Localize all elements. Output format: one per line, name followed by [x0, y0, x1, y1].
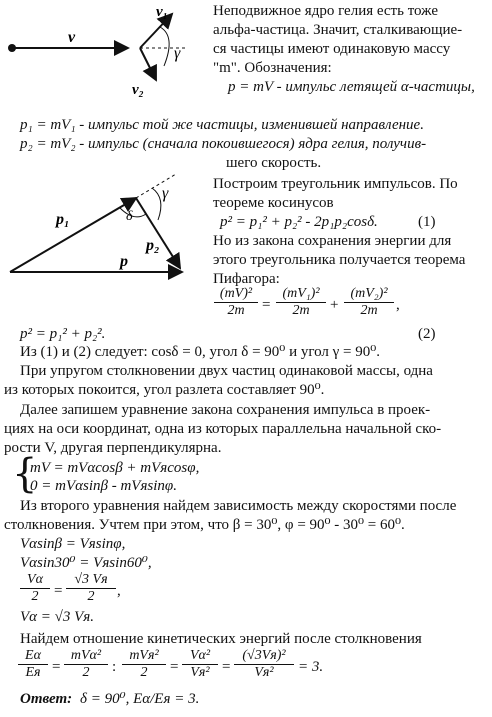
- answer-label: Ответ:: [20, 691, 73, 707]
- label-delta: δ: [126, 209, 133, 224]
- intro-line-4: "m". Обозначения:: [213, 60, 332, 76]
- ratio-colon: :: [112, 659, 117, 675]
- ratio-frac-3: mVя² 2: [122, 648, 166, 681]
- momentum-triangle: [0, 168, 210, 288]
- step-frac-comma: ,: [117, 583, 121, 599]
- intro-line-2: альфа-частица. Значит, сталкивающие-: [213, 22, 463, 38]
- triangle-line-2: теореме косинусов: [213, 195, 334, 211]
- ratio-frac-1: Eα Eя: [18, 648, 48, 681]
- energy-frac-2: $\frac{\text{(mV₁)²}}{2m}$: [276, 286, 326, 319]
- label-v: v: [68, 29, 76, 46]
- eq-number-2: (2): [418, 326, 436, 342]
- intro-line-8: шего скорость.: [226, 155, 322, 171]
- system-brace: {: [12, 451, 38, 497]
- ratio-result: = 3.: [298, 659, 324, 675]
- body-line-2: При упругом столкновении двух частиц одинаковой массы, одна: [20, 363, 433, 379]
- p1-vector: [10, 198, 136, 272]
- step-frac-1: $\frac{V\alpha}{2}$: [20, 572, 50, 605]
- ratio-frac-5: (√3Vя)² Vя²: [234, 648, 294, 681]
- label-v2: v₂: [132, 82, 144, 98]
- collision-diagram: [0, 0, 200, 110]
- intro-line-3: ся частицы имеют одинаковую массу: [213, 41, 451, 57]
- pythagoras-line: p² = p₁² + p₂².: [20, 326, 106, 342]
- ratio-eq-2: =: [170, 659, 179, 675]
- body-line-8: столкновения. Учтем при этом, что β = 30⁰, φ = 90⁰ - 30⁰ = 60⁰.: [4, 517, 405, 533]
- triangle-line-4: этого треугольника получается теорема: [213, 252, 466, 268]
- ratio-eq-3: =: [222, 659, 231, 675]
- dashed-extension: [136, 174, 176, 198]
- step-frac-eq: =: [54, 583, 63, 599]
- triangle-line-1: Построим треугольник импульсов. По: [213, 176, 458, 192]
- body-line-5: циях на оси координат, одна из которых параллельна начальной ско-: [4, 421, 442, 437]
- gamma-arc: [152, 188, 161, 220]
- step-3: Vα = √3 Vя.: [20, 609, 95, 625]
- intro-line-6: p₁ = mV₁ - импульс той же частицы, изменившей направление.: [20, 117, 424, 133]
- intro-line-7: p₂ = mV₂ - импульс (сначала покоившегося) ядра гелия, получив-: [20, 136, 427, 152]
- label-p1: p₁: [56, 211, 70, 228]
- v2-arrow: [140, 48, 156, 80]
- label-gamma: γ: [174, 45, 181, 62]
- p2-vector: [136, 198, 180, 268]
- ratio-frac-2: mVα² 2: [64, 648, 108, 681]
- body-line-7: Из второго уравнения найдем зависимость между скоростями после: [20, 498, 457, 514]
- label-p2: p₂: [146, 237, 160, 254]
- system-eq-2: 0 = mVαsinβ - mVяsinφ.: [30, 478, 177, 494]
- intro-line-1: Неподвижное ядро гелия есть тоже: [213, 3, 439, 19]
- energy-eq-sign: =: [262, 297, 271, 313]
- body-line-9: Найдем отношение кинетических энергий после столкновения: [20, 631, 422, 647]
- energy-plus-sign: +: [330, 297, 339, 313]
- answer-text: δ = 90⁰, Eα/Eя = 3.: [80, 691, 200, 707]
- body-line-1: Из (1) и (2) следует: cosδ = 0, угол δ = 90⁰ и угол γ = 90⁰.: [20, 344, 381, 360]
- body-line-4: Далее запишем уравнение закона сохранения импульса в проек-: [20, 402, 431, 418]
- step-frac-2: √3 Vя 2: [66, 572, 116, 605]
- energy-frac-1: $\frac{\text{(mV)²}}{2m}$: [214, 286, 258, 319]
- body-line-6: рости V, другая перпендикулярна.: [4, 440, 222, 456]
- eq-number-1: (1): [418, 214, 436, 230]
- cosine-law: p² = p₁² + p₂² - 2p₁p₂cosδ.: [220, 214, 378, 230]
- intro-line-5: p = mV - импульс летящей α-частицы,: [228, 79, 475, 95]
- body-line-3: из которых покоится, угол разлета составляет 90⁰.: [4, 382, 325, 398]
- energy-comma: ,: [396, 297, 400, 313]
- step-2: Vαsin30⁰ = Vяsin60⁰,: [20, 555, 152, 571]
- triangle-line-5: Пифагора:: [213, 271, 280, 287]
- triangle-line-3: Но из закона сохранения энергии для: [213, 233, 452, 249]
- gamma-arc: [160, 27, 169, 66]
- ratio-frac-4: Vα² Vя²: [182, 648, 218, 681]
- energy-frac-3: $\frac{\text{(mV₂)²}}{2m}$: [344, 286, 394, 319]
- step-1: Vαsinβ = Vяsinφ,: [20, 536, 126, 552]
- system-eq-1: mV = mVαcosβ + mVяcosφ,: [30, 460, 200, 476]
- label-p: p: [120, 253, 128, 270]
- label-gamma: γ: [162, 185, 169, 202]
- ratio-eq-1: =: [52, 659, 61, 675]
- label-v1: v₁: [156, 4, 168, 20]
